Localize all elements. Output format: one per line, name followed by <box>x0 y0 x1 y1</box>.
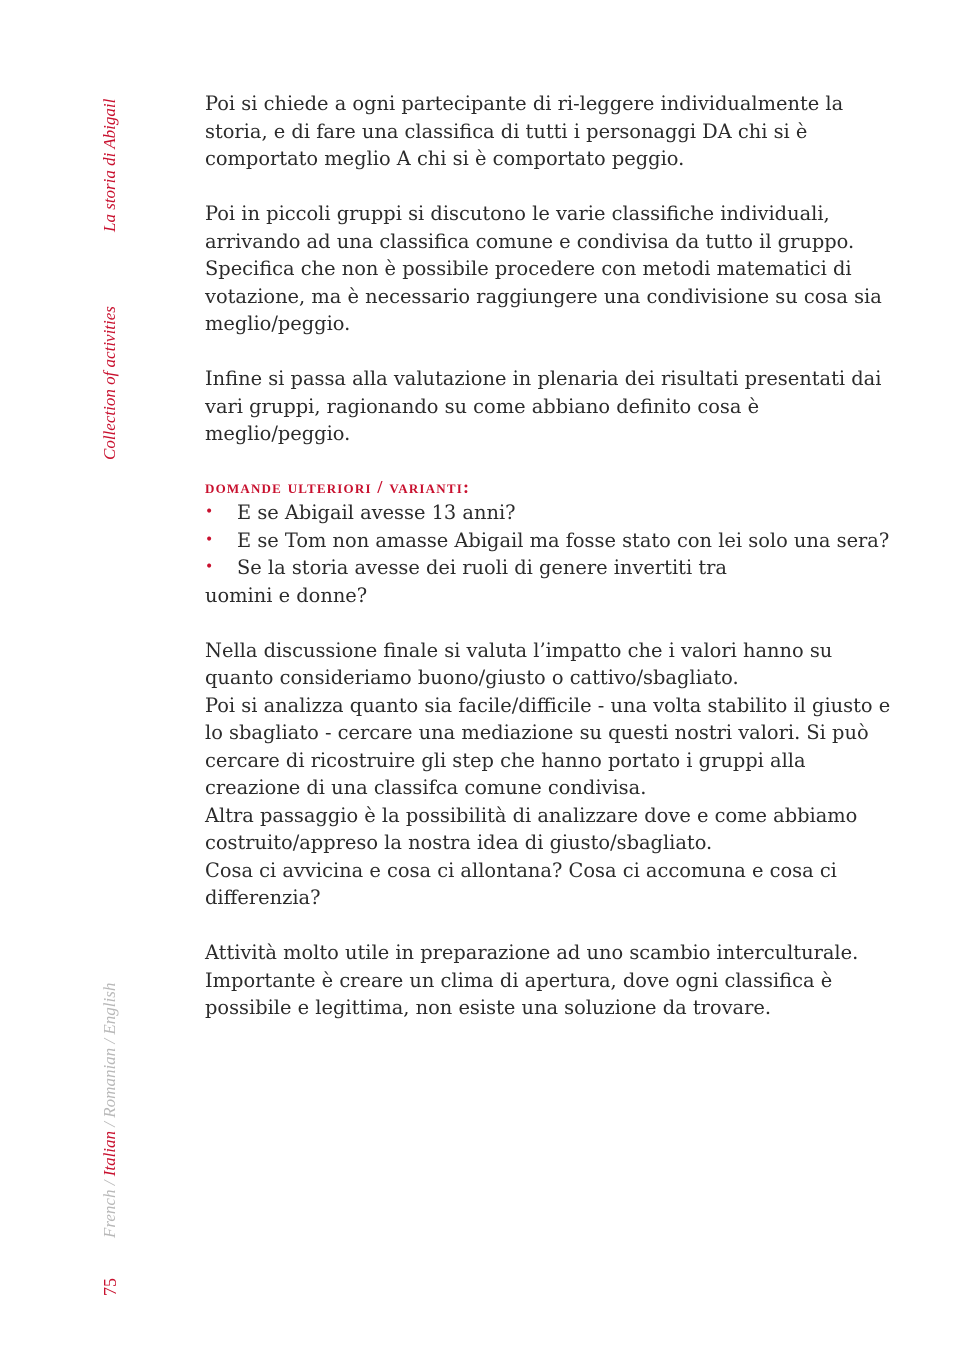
bullet-icon: • <box>205 559 214 575</box>
list-item-text-continued: uomini e donne? <box>205 583 368 607</box>
list-item-text: E se Abigail avesse 13 anni? <box>237 501 516 524</box>
variants-list <box>205 499 905 609</box>
language-separator: / <box>100 1034 119 1048</box>
final-discussion-line-4: Cosa ci avvicina e cosa ci allontana? Cosa ci accomuna e cosa ci differenzia? <box>205 858 837 909</box>
collection-title-vertical: Collection of activities <box>100 306 119 460</box>
section-title-vertical: La storia di Abigail <box>100 98 119 232</box>
paragraph-intercultural: Attività molto utile in preparazione ad uno scambio interculturale. Importante è creare un clima di apertura, dove ogni classifica è possibile e legittima, non esiste una soluzione da trovare. <box>205 941 859 1019</box>
final-discussion-line-2: Poi si analizza quanto sia facile/difficile - una volta stabilito il giusto e lo sbagliato - cercare una mediazione su questi nostri valori. Si può cercare di ricostruire gli step che hanno portato i gruppi alla creazione di una classifca comune condivisa. <box>205 693 891 799</box>
paragraph-ranking-intro: Poi si chiede a ogni partecipante di ri-leggere individualmente la storia, e di fare una classifica di tutti i personaggi DA chi si è comportato meglio A chi si è comportato peggio. <box>205 92 844 170</box>
list-item <box>205 527 905 555</box>
main-text-column <box>205 90 905 1049</box>
final-discussion-line-3: Altra passaggio è la possibilità di analizzare dove e come abbiamo costruito/appreso la nostra idea di giusto/sbagliato. <box>205 803 858 854</box>
paragraph-plenary: Infine si passa alla valutazione in plenaria dei risultati presentati dai vari gruppi, ragionando su come abbiano definito cosa è meglio/peggio. <box>205 367 882 445</box>
variants-heading: domande ulteriori / varianti: <box>205 477 471 497</box>
language-separator: / <box>100 1117 119 1131</box>
bullet-icon: • <box>205 504 214 520</box>
language-french: French <box>100 1189 119 1238</box>
page-number: 75 <box>100 1278 120 1296</box>
paragraph-group-discussion: Poi in piccoli gruppi si discutono le varie classifiche individuali, arrivando ad una classifica comune e condivisa da tutto il gruppo. Specifica che non è possibile procedere con metodi matematici di votazione, ma è necessario raggiungere una condivisione su cosa sia meglio/peggio. <box>205 202 882 335</box>
language-selector-vertical <box>100 983 120 1238</box>
list-item-text: E se Tom non amasse Abigail ma fosse stato con lei solo una sera? <box>237 528 890 552</box>
language-english: English <box>100 982 119 1035</box>
language-italian: Italian <box>100 1130 119 1177</box>
list-item <box>205 554 905 609</box>
bullet-icon: • <box>205 531 214 548</box>
final-discussion-line-1: Nella discussione finale si valuta l’impatto che i valori hanno su quanto consideriamo buono/giusto o cattivo/sbagliato. <box>205 638 833 689</box>
language-separator: / <box>100 1176 119 1190</box>
paragraph-final-discussion <box>205 637 905 912</box>
list-item <box>205 499 905 527</box>
language-romanian: Romanian <box>100 1047 119 1118</box>
list-item-text: Se la storia avesse dei ruoli di genere invertiti tra <box>237 556 727 579</box>
